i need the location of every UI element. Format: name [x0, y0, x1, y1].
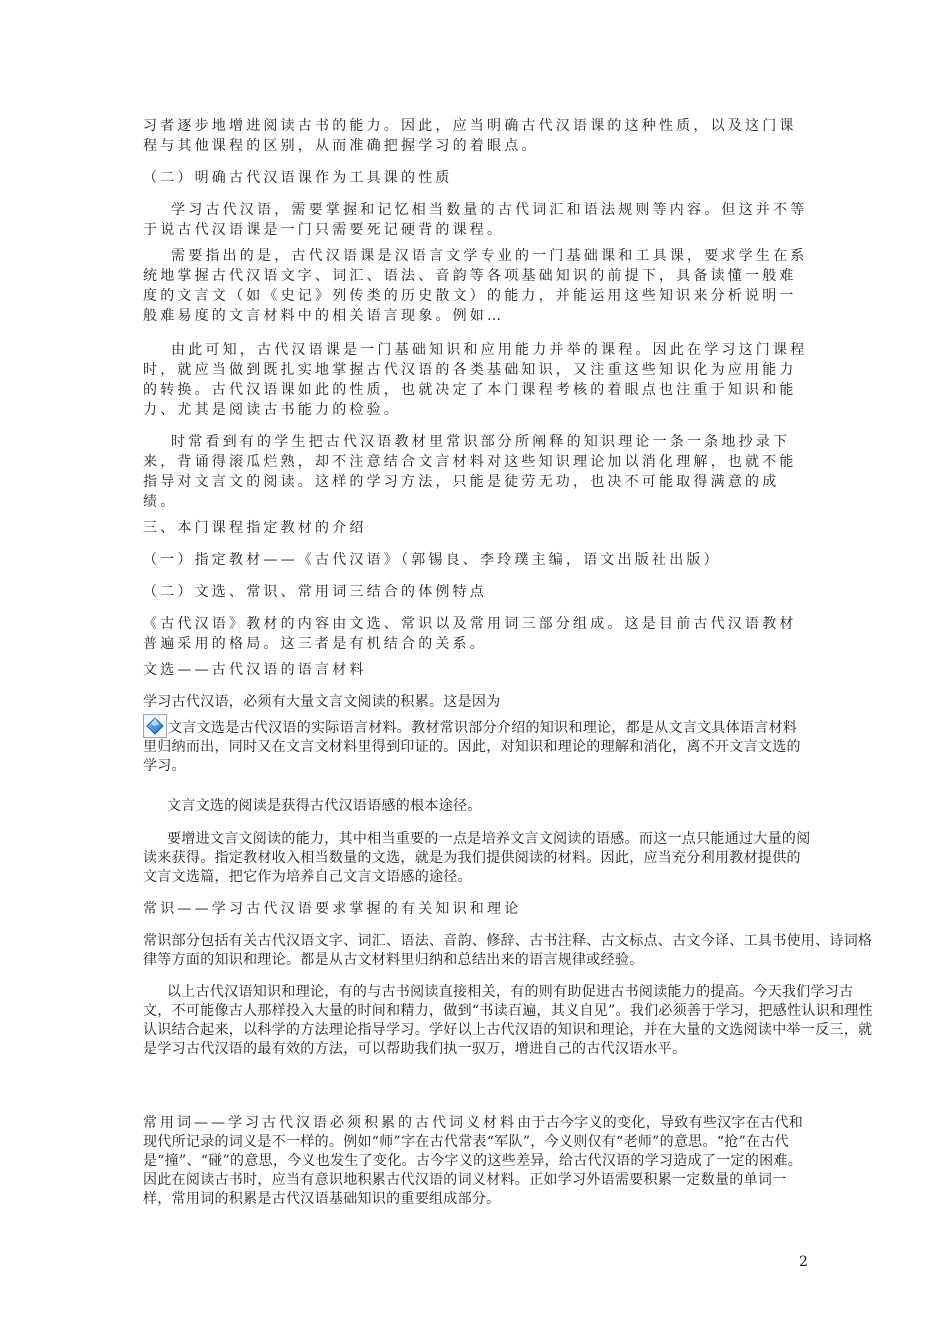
paragraph: 由此可知，古代汉语课是一门基础知识和应用能力并举的课程。因此在学习这门课程时，就应当做到既扎实地掌握古代汉语的各类基础知识，又注重这些知识化为应用能力的转换。古代汉语课如此的性质，也就决定了本门课程考核的着眼点也注重于知识和能力、尤其是阅读古书能力的检验。	[143, 342, 808, 418]
paragraph: 以上古代汉语知识和理论，有的与古书阅读直接相关，有的则有助促进古书阅读能力的提高。今天我们学习古文，不可能像古人那样投入大量的时间和精力，做到“书读百遍，其义自见”。我们必须善于学习，把感性认识和理性认识结合起来，以科学的方法理论指导学习。学好以上古代汉语的知识和理论，并在大量的文选阅读中举一反三，就是学习古代汉语的最有效的方法，可以帮助我们执一驭万，增进自己的古代汉语水平。	[143, 984, 873, 1057]
subsection-heading: （二）文选、常识、常用词三结合的体例特点	[143, 584, 487, 600]
paragraph: 文言文选是古代汉语的实际语言材料。教材常识部分介绍的知识和理论，都是从文言文具体语言材料里归纳而出，同时又在文言文材料里得到印证的。因此，对知识和理论的理解和消化，离不开文言文选的学习。	[143, 720, 801, 774]
topic-heading: 常用词——学习古代汉语必须积累的古代词义材料	[143, 1115, 517, 1131]
section-heading: 三、本门课程指定教材的介绍	[143, 520, 367, 536]
paragraph: 要增进文言文阅读的能力，其中相当重要的一点是培养文言文阅读的语感。而这一点只能通过大量的阅读来获得。指定教材收入相当数量的文选，就是为我们提供阅读的材料。因此，应当充分利用教材提供的文言文选篇，把它作为培养自己文言文语感的途径。	[143, 831, 811, 885]
paragraph: 学习古代汉语，必须有大量文言文阅读的积累。这是因为	[143, 694, 501, 710]
paragraph-body: 由于古今字义的变化，导致有些汉字在古代和现代所记录的词义是不一样的。例如“师”字在古代常表“军队”，今义则仅有“老师”的意思。“抢”在古代是“撞”、“碰”的意思，今义也发生了变化。古今字义的这些差异，给古代汉语的学习造成了一定的困难。因此在阅读古书时，应当有意识地积累古代汉语的词义材料。正如学习外语需要积累一定数量的单词一样，常用词的积累是古代汉语基础知识的重要组成部分。	[143, 1115, 803, 1207]
paragraph: 常识部分包括有关古代汉语文字、词汇、语法、音韵、修辞、古书注释、古文标点、古文今译、工具书使用、诗词格律等方面的知识和理论。都是从古文材料里归纳和总结出来的语言规律或经验。	[143, 933, 873, 968]
topic-heading: 文选——古代汉语的语言材料	[143, 662, 367, 678]
subsection-heading: （一）指定教材——《古代汉语》（郭锡良、李玲璞主编，语文出版社出版）	[143, 552, 721, 568]
paragraph: 文言文选的阅读是获得古代汉语语感的根本途径。	[167, 798, 482, 814]
section-heading: （二）明确古代汉语课作为工具课的性质	[143, 170, 453, 186]
paragraph: 学习古代汉语，需要掌握和记忆相当数量的古代词汇和语法规则等内容。但这并不等于说古代汉语课是一门只需要死记硬背的课程。	[143, 202, 808, 238]
paragraph: 习者逐步地增进阅读古书的能力。因此，应当明确古代汉语课的这种性质，以及这门课程与其他课程的区别，从而准确把握学习的着眼点。	[143, 118, 797, 154]
page-number: 2	[799, 1254, 808, 1270]
topic-heading: 常识——学习古代汉语要求掌握的有关知识和理论	[143, 901, 522, 917]
paragraph	[143, 1114, 813, 1209]
paragraph: 需要指出的是，古代汉语课是汉语言文学专业的一门基础课和工具课，要求学生在系统地掌握古代汉语文字、词汇、语法、音韵等各项基础知识的前提下，具备读懂一般难度的文言文（如《史记》列传类的历史散文）的能力，并能运用这些知识来分析说明一般难易度的文言材料中的相关语言现象。例如…	[143, 248, 808, 324]
paragraph: 《古代汉语》教材的内容由文选、常识以及常用词三部分组成。这是目前古代汉语教材普遍采用的格局。这三者是有机结合的关系。	[143, 616, 797, 652]
paragraph: 时常看到有的学生把古代汉语教材里常识部分所阐释的知识理论一条一条地抄录下来，背诵得滚瓜烂熟，却不注意结合文言材料对这些知识理论加以消化理解，也就不能指导对文言文的阅读。这样的学习方法，只能是徒劳无功，也决不可能取得满意的成绩。	[143, 434, 797, 510]
